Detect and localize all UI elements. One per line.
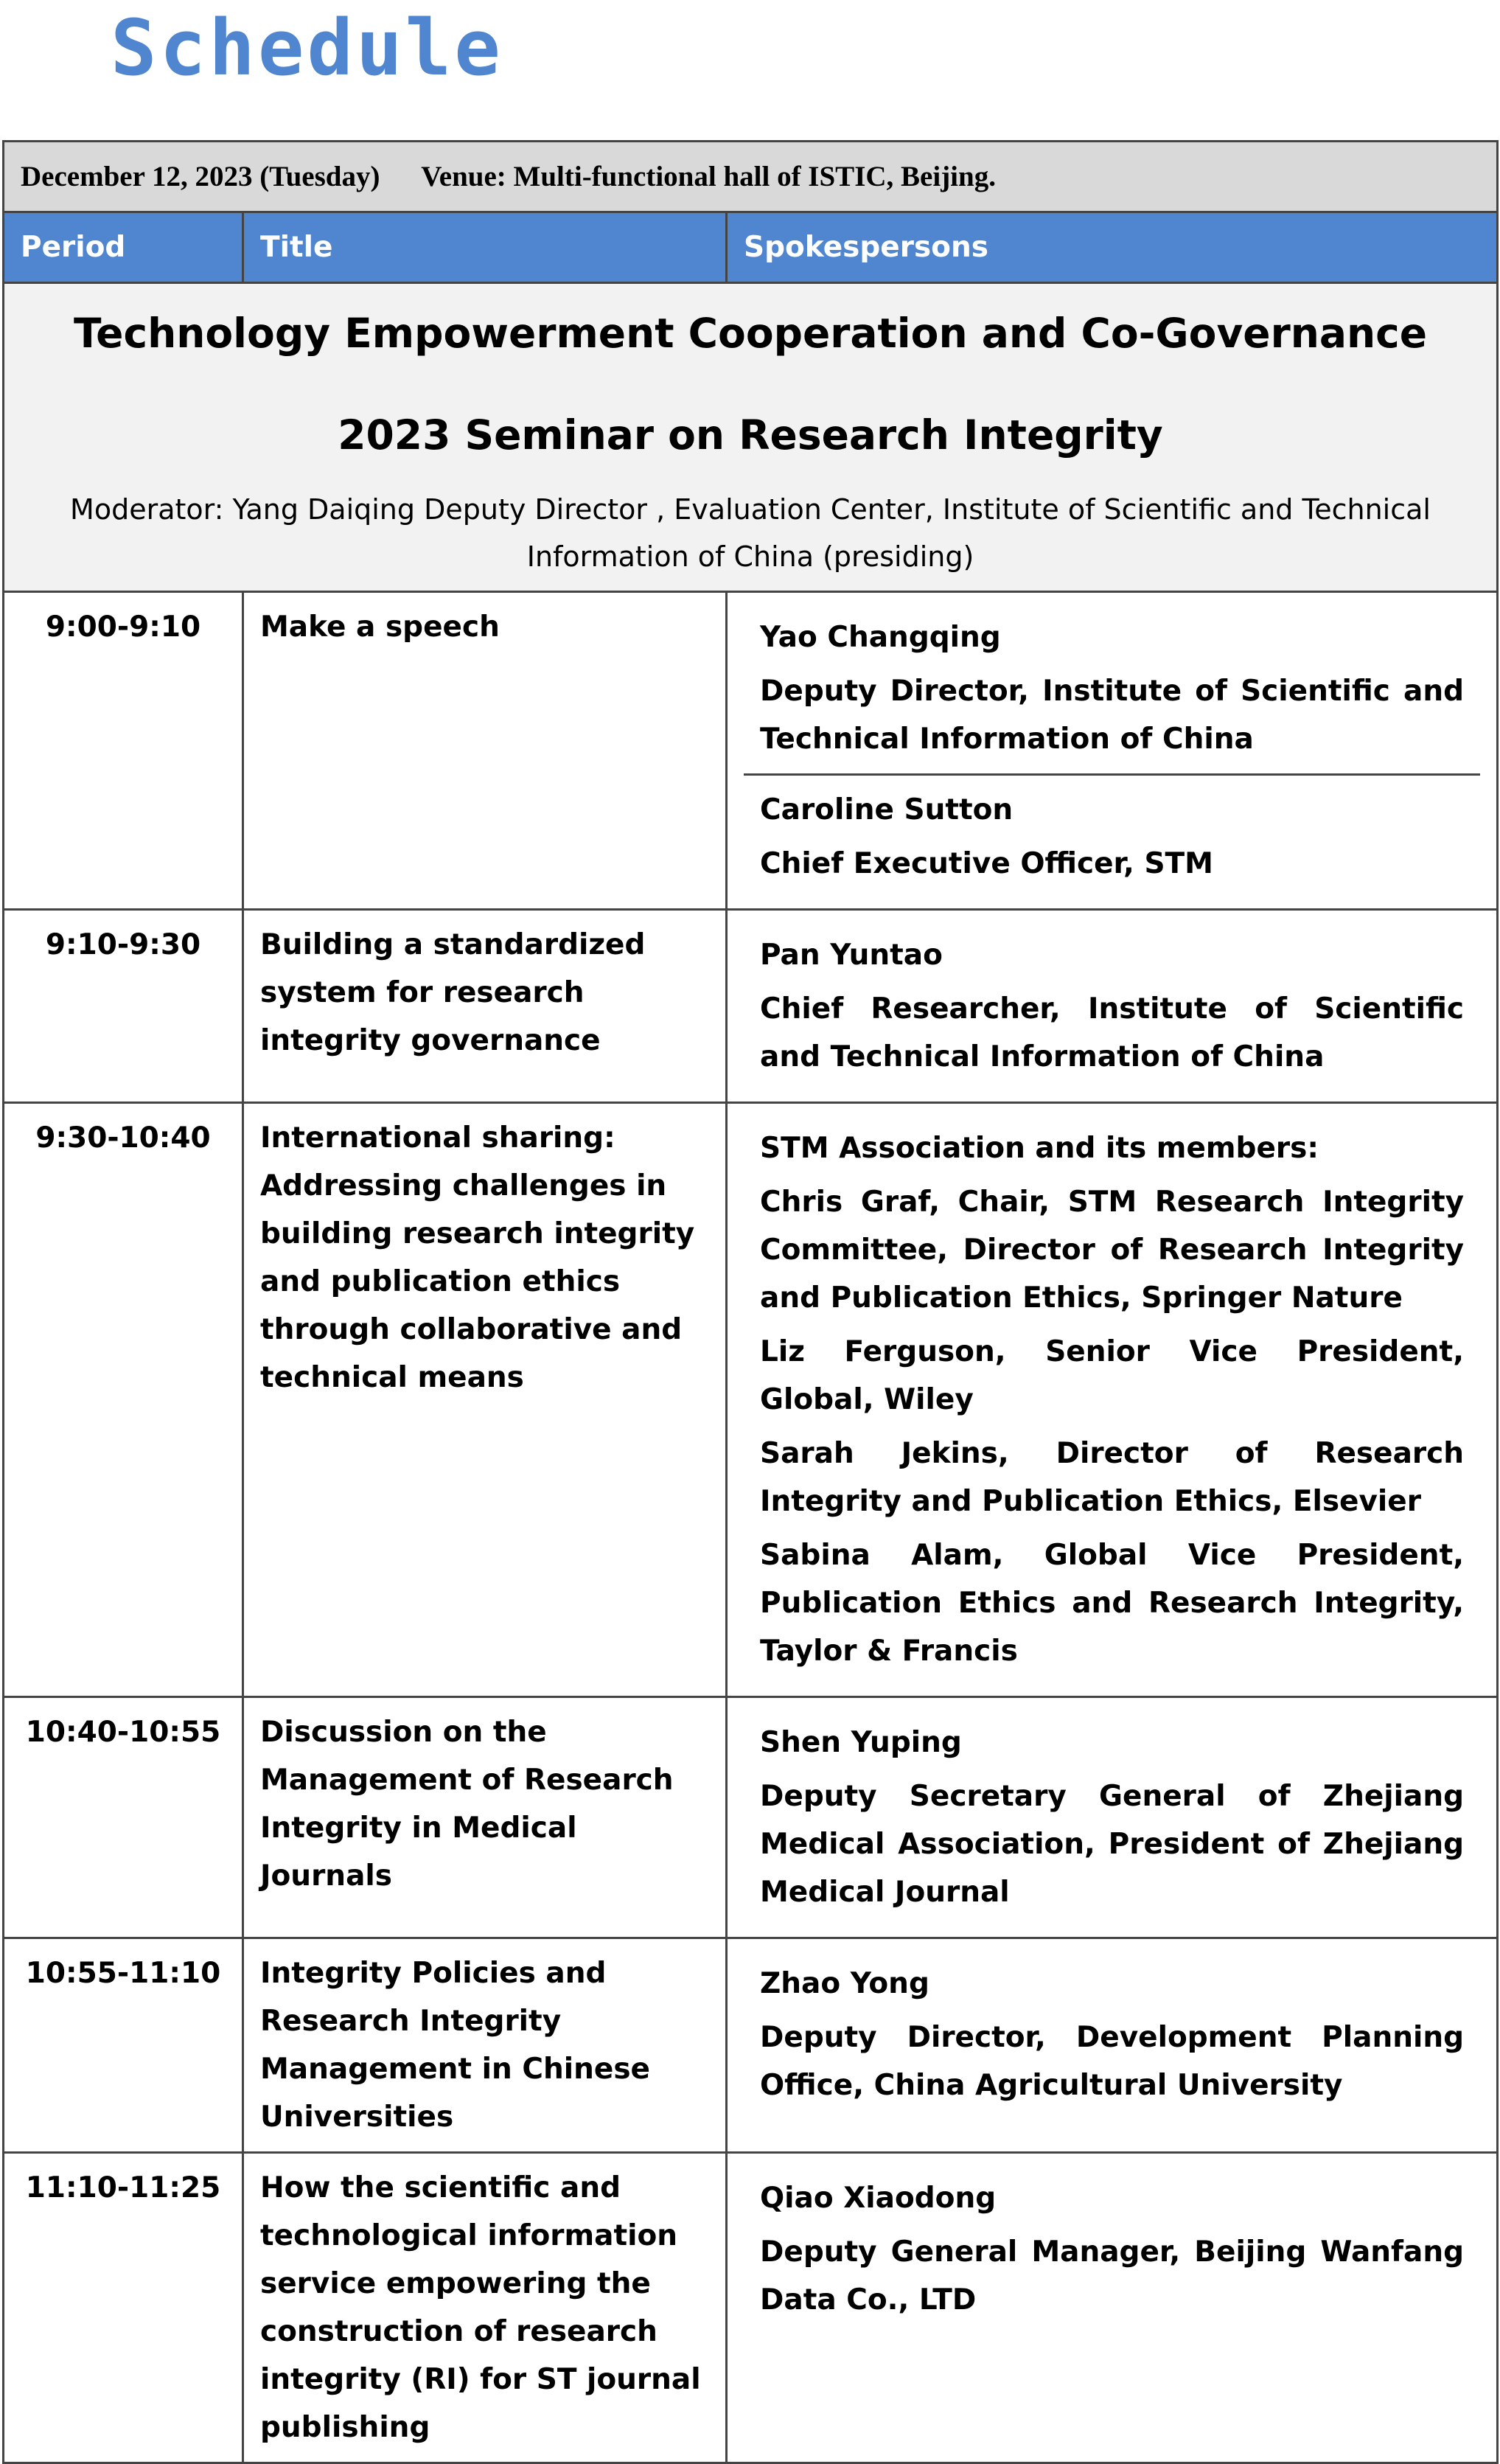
- schedule-row: [4, 1103, 1498, 1697]
- session-period: 9:30-10:40: [4, 1103, 243, 1697]
- event-venue: Venue: Multi-functional hall of ISTIC, Beijing.: [421, 161, 996, 192]
- session-spokespersons: [727, 910, 1498, 1103]
- spokesperson-affiliation: Deputy General Manager, Beijing Wanfang Data Co., LTD: [760, 2235, 1465, 2317]
- spokesperson-entry: [744, 603, 1480, 773]
- spokesperson-name: Zhao Yong: [760, 1967, 929, 2000]
- spokesperson-name: Pan Yuntao: [760, 939, 943, 972]
- header-spokespersons: Spokespersons: [727, 212, 1498, 283]
- date-venue-cell: [4, 142, 1498, 212]
- session-title: How the scientific and technological information service empowering the construction of research integrity (RI) for ST journal publishing: [243, 2153, 727, 2463]
- session-period: 9:10-9:30: [4, 910, 243, 1103]
- schedule-row: [4, 1938, 1498, 2153]
- page-title: Schedule: [111, 3, 503, 93]
- spokesperson-affiliation: Sabina Alam, Global Vice President, Publication Ethics and Research Integrity, Taylor & Francis: [760, 1539, 1465, 1668]
- spokesperson-affiliation: Deputy Director, Institute of Scientific and Technical Information of China: [760, 675, 1465, 756]
- spokesperson-affiliation: Liz Ferguson, Senior Vice President, Global, Wiley: [760, 1335, 1465, 1416]
- moderator-line: Moderator: Yang Daiqing Deputy Director , Evaluation Center, Institute of Scientific and Technical Information of China (presiding): [70, 493, 1431, 573]
- header-period: Period: [4, 212, 243, 283]
- event-date: December 12, 2023 (Tuesday): [21, 161, 380, 192]
- schedule-table: [2, 140, 1499, 2464]
- session-title: Discussion on the Management of Research Integrity in Medical Journals: [243, 1697, 727, 1938]
- session-title: International sharing: Addressing challenges in building research integrity and publication ethics through collaborative and technical means: [243, 1103, 727, 1697]
- spokesperson-affiliation: Deputy Director, Development Planning Office, China Agricultural University: [760, 2021, 1465, 2102]
- session-period: 10:55-11:10: [4, 1938, 243, 2153]
- spokesperson-name: Shen Yuping: [760, 1726, 962, 1759]
- session-spokespersons: [727, 1938, 1498, 2153]
- date-venue-row: [4, 142, 1498, 212]
- header-title: Title: [243, 212, 727, 283]
- session-title: Integrity Policies and Research Integrity Management in Chinese Universities: [243, 1938, 727, 2153]
- seminar-intro-row: [4, 283, 1498, 592]
- session-title: Building a standardized system for research integrity governance: [243, 910, 727, 1103]
- seminar-intro-cell: [4, 283, 1498, 592]
- spokesperson-name: Qiao Xiaodong: [760, 2182, 997, 2215]
- table-header-row: [4, 212, 1498, 283]
- spokesperson-entry: [744, 1114, 1480, 1685]
- session-spokespersons: [727, 1697, 1498, 1938]
- session-period: 10:40-10:55: [4, 1697, 243, 1938]
- spokesperson-entry: [744, 1949, 1480, 2120]
- spokesperson-entry: [744, 921, 1480, 1091]
- spokesperson-affiliation: Sarah Jekins, Director of Research Integrity and Publication Ethics, Elsevier: [760, 1437, 1465, 1518]
- seminar-theme: Technology Empowerment Cooperation and Co-Governance: [73, 310, 1428, 357]
- session-title: Make a speech: [243, 592, 727, 910]
- spokesperson-name: STM Association and its members:: [760, 1132, 1319, 1165]
- spokesperson-entry: [744, 773, 1480, 898]
- session-spokespersons: [727, 1103, 1498, 1697]
- spokesperson-affiliation: Chief Executive Officer, STM: [760, 847, 1213, 880]
- seminar-name: 2023 Seminar on Research Integrity: [338, 411, 1163, 459]
- spokesperson-name: Yao Changqing: [760, 621, 1001, 654]
- spokesperson-affiliation: Deputy Secretary General of Zhejiang Medical Association, President of Zhejiang Medical Journal: [760, 1780, 1465, 1909]
- schedule-row: [4, 2153, 1498, 2463]
- spokesperson-entry: [744, 1708, 1480, 1927]
- session-period: 11:10-11:25: [4, 2153, 243, 2463]
- spokesperson-entry: [744, 2164, 1480, 2334]
- session-spokespersons: [727, 2153, 1498, 2463]
- spokesperson-affiliation: Chris Graf, Chair, STM Research Integrity Committee, Director of Research Integrity and Publication Ethics, Springer Nature: [760, 1186, 1465, 1315]
- spokesperson-name: Caroline Sutton: [760, 793, 1014, 826]
- spokesperson-affiliation: Chief Researcher, Institute of Scientific and Technical Information of China: [760, 992, 1465, 1073]
- session-period: 9:00-9:10: [4, 592, 243, 910]
- schedule-row: [4, 910, 1498, 1103]
- schedule-row: [4, 1697, 1498, 1938]
- schedule-row: [4, 592, 1498, 910]
- session-spokespersons: [727, 592, 1498, 910]
